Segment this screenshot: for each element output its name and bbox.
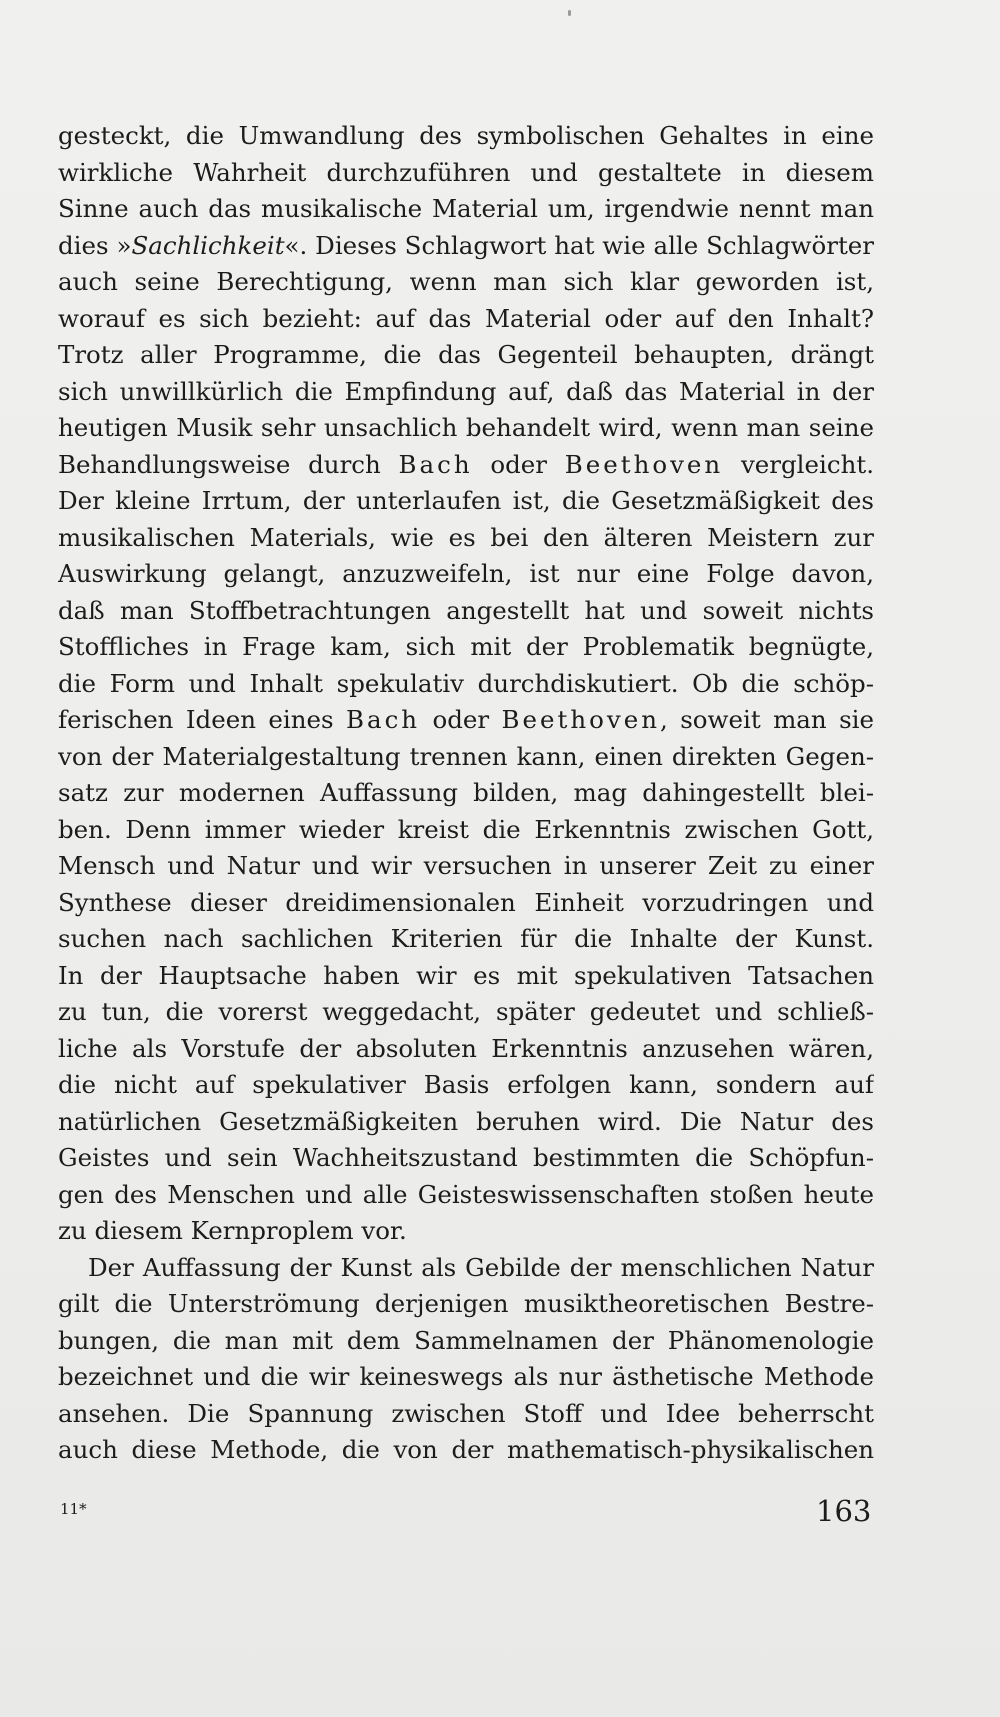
text-line: worauf es sich bezieht: auf das Material oder auf den Inhalt? [58, 303, 874, 333]
text-line: sich unwillkürlich die Empfindung auf, daß das Material in der [58, 376, 874, 406]
text-line: auch seine Berechtigung, wenn man sich klar geworden ist, [58, 267, 874, 296]
text-line: In der Hauptsache haben wir es mit spekulativen Tatsachen [58, 960, 874, 990]
text-line: natürlichen Gesetzmäßigkeiten beruhen wird. Die Natur des [58, 1106, 874, 1136]
text-line: die Form und Inhalt spekulativ durchdiskutiert. Ob die schöp- [58, 668, 874, 698]
text-line: Geistes und sein Wachheitszustand bestimmten die Schöpfun- [58, 1143, 874, 1172]
text-line: Synthese dieser dreidimensionalen Einheit vorzudringen und [58, 887, 874, 917]
text-segment: dies » [58, 230, 132, 260]
paragraph-last-line: zu diesem Kernproplem vor. [58, 1216, 407, 1245]
name-beethoven: Beethoven [501, 705, 661, 734]
text-line: bungen, die man mit dem Sammelnamen der Phänomenologie [58, 1325, 874, 1355]
text-line: ben. Denn immer wieder kreist die Erkenntnis zwischen Gott, [58, 814, 874, 844]
text-line: ansehen. Die Spannung zwischen Stoff und Idee beherrscht [58, 1398, 874, 1428]
text-line: liche als Vorstufe der absoluten Erkenntnis anzusehen wären, [58, 1033, 874, 1063]
paper-speck [568, 10, 571, 16]
text-segment: oder [472, 449, 565, 479]
text-line: musikalischen Materials, wie es bei den älteren Meistern zur [58, 522, 874, 552]
text-line [58, 702, 874, 739]
name-bach: Bach [345, 705, 421, 734]
name-bach: Bach [398, 449, 473, 479]
signature-mark: 11* [60, 1500, 87, 1518]
text-line: Der kleine Irrtum, der unterlaufen ist, die Gesetzmäßigkeit des [58, 486, 874, 515]
page-number: 163 [816, 1494, 872, 1528]
text-segment: , soweit man sie [660, 705, 874, 734]
text-segment: «. Dieses Schlagwort hat wie alle Schlagwörter [284, 230, 874, 260]
text-line [58, 228, 874, 265]
text-line: Stoffliches in Frage kam, sich mit der Problematik begnügte, [58, 632, 874, 661]
text-line: gilt die Unterströmung derjenigen musiktheoretischen Bestre- [58, 1289, 874, 1318]
text-line: wirkliche Wahrheit durchzuführen und gestaltete in diesem [58, 157, 874, 187]
text-line: bezeichnet und die wir keineswegs als nur ästhetische Methode [58, 1362, 874, 1391]
text-line: gen des Menschen und alle Geisteswissenschaften stoßen heute [58, 1179, 874, 1209]
text-line [58, 447, 874, 484]
text-line: Sinne auch das musikalische Material um, irgendwie nennt man [58, 194, 874, 223]
text-line: zu tun, die vorerst weggedacht, später gedeutet und schließ- [58, 997, 874, 1026]
text-segment: ferischen Ideen eines [58, 705, 346, 734]
text-segment: Behandlungsweise durch [58, 449, 399, 479]
text-line: von der Materialgestaltung trennen kann, einen direkten Gegen- [58, 741, 874, 771]
text-line: Mensch und Natur und wir versuchen in unserer Zeit zu einer [58, 851, 874, 880]
text-segment: oder [420, 705, 502, 734]
name-beethoven: Beethoven [564, 449, 724, 479]
text-segment: vergleicht. [723, 449, 874, 479]
emphasis-sachlichkeit: Sachlichkeit [131, 230, 285, 260]
text-line: die nicht auf spekulativer Basis erfolgen kann, sondern auf [58, 1070, 874, 1099]
text-line: auch diese Methode, die von der mathematisch-physikalischen [58, 1435, 874, 1464]
text-line: suchen nach sachlichen Kriterien für die Inhalte der Kunst. [58, 924, 874, 953]
paragraph-first-line: Der Auffassung der Kunst als Gebilde der menschlichen Natur [88, 1252, 874, 1282]
text-line: heutigen Musik sehr unsachlich behandelt wird, wenn man seine [58, 413, 874, 442]
text-line: daß man Stoffbetrachtungen angestellt hat und soweit nichts [58, 595, 874, 625]
text-line: gesteckt, die Umwandlung des symbolischen Gehaltes in eine [58, 121, 874, 150]
text-line: satz zur modernen Auffassung bilden, mag dahingestellt blei- [58, 778, 874, 807]
body-text [58, 118, 874, 1469]
text-line: Auswirkung gelangt, anzuzweifeln, ist nur eine Folge davon, [58, 559, 874, 588]
text-line: Trotz aller Programme, die das Gegenteil behaupten, drängt [58, 340, 874, 369]
